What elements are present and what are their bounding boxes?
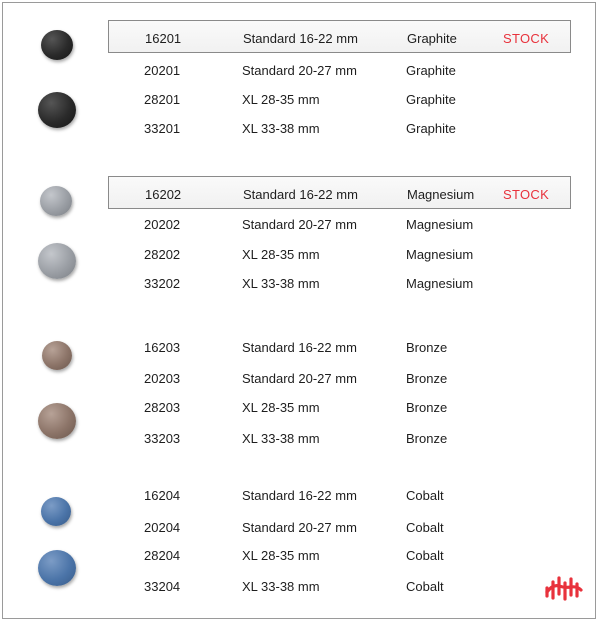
product-color: Magnesium (406, 217, 474, 232)
product-code: 33202 (144, 276, 181, 291)
product-code: 33204 (144, 579, 181, 594)
table-row[interactable] (108, 176, 571, 209)
product-code: 16204 (144, 488, 181, 503)
product-color: Graphite (406, 121, 456, 136)
product-size: Standard 20-27 mm (242, 520, 357, 535)
product-size: XL 28-35 mm (242, 247, 320, 262)
product-size: Standard 20-27 mm (242, 217, 357, 232)
table-row[interactable] (0, 366, 600, 392)
table-row[interactable] (0, 116, 600, 142)
table-row[interactable] (0, 271, 600, 297)
product-code: 33201 (144, 121, 181, 136)
product-size: Standard 16-22 mm (243, 187, 358, 202)
table-row[interactable] (0, 574, 600, 600)
product-color: Magnesium (406, 276, 474, 291)
product-size: Standard 20-27 mm (242, 63, 357, 78)
stock-badge: STOCK (503, 31, 550, 46)
product-color: Bronze (406, 340, 448, 355)
product-size: XL 33-38 mm (242, 276, 320, 291)
table-row[interactable] (0, 242, 600, 268)
product-code: 28204 (144, 548, 181, 563)
product-code: 16201 (145, 31, 182, 46)
product-color: Bronze (406, 371, 448, 386)
table-row[interactable] (0, 426, 600, 452)
product-size: XL 33-38 mm (242, 121, 320, 136)
product-color: Cobalt (406, 520, 444, 535)
graphite-small-swatch-icon (41, 30, 73, 60)
product-code: 20204 (144, 520, 181, 535)
product-size: Standard 16-22 mm (242, 488, 357, 503)
product-color: Cobalt (406, 579, 444, 594)
product-color: Graphite (406, 92, 456, 107)
product-code: 20203 (144, 371, 181, 386)
table-row[interactable] (0, 515, 600, 541)
product-color: Cobalt (406, 488, 444, 503)
table-row[interactable] (0, 212, 600, 238)
table-row[interactable] (0, 58, 600, 84)
product-color: Graphite (406, 63, 456, 78)
product-code: 33203 (144, 431, 181, 446)
product-color: Bronze (406, 431, 448, 446)
product-size: XL 28-35 mm (242, 92, 320, 107)
product-code: 20201 (144, 63, 181, 78)
product-code: 28202 (144, 247, 181, 262)
table-row[interactable] (0, 335, 600, 361)
product-size: XL 28-35 mm (242, 548, 320, 563)
product-code: 28203 (144, 400, 181, 415)
table-row[interactable] (0, 395, 600, 421)
product-color: Magnesium (407, 187, 475, 202)
product-code: 16203 (144, 340, 181, 355)
product-size: XL 33-38 mm (242, 431, 320, 446)
product-size: Standard 20-27 mm (242, 371, 357, 386)
red-wave-logo-icon (544, 574, 584, 602)
product-code: 20202 (144, 217, 181, 232)
product-color: Bronze (406, 400, 448, 415)
product-size: XL 28-35 mm (242, 400, 320, 415)
table-row[interactable] (0, 543, 600, 569)
product-color: Graphite (407, 31, 457, 46)
product-color: Magnesium (406, 247, 474, 262)
product-code: 16202 (145, 187, 182, 202)
product-size: XL 33-38 mm (242, 579, 320, 594)
table-row[interactable] (0, 483, 600, 509)
product-code: 28201 (144, 92, 181, 107)
product-size: Standard 16-22 mm (243, 31, 358, 46)
stock-badge: STOCK (503, 187, 550, 202)
product-color: Cobalt (406, 548, 444, 563)
product-size: Standard 16-22 mm (242, 340, 357, 355)
table-row[interactable] (108, 20, 571, 53)
table-row[interactable] (0, 87, 600, 113)
